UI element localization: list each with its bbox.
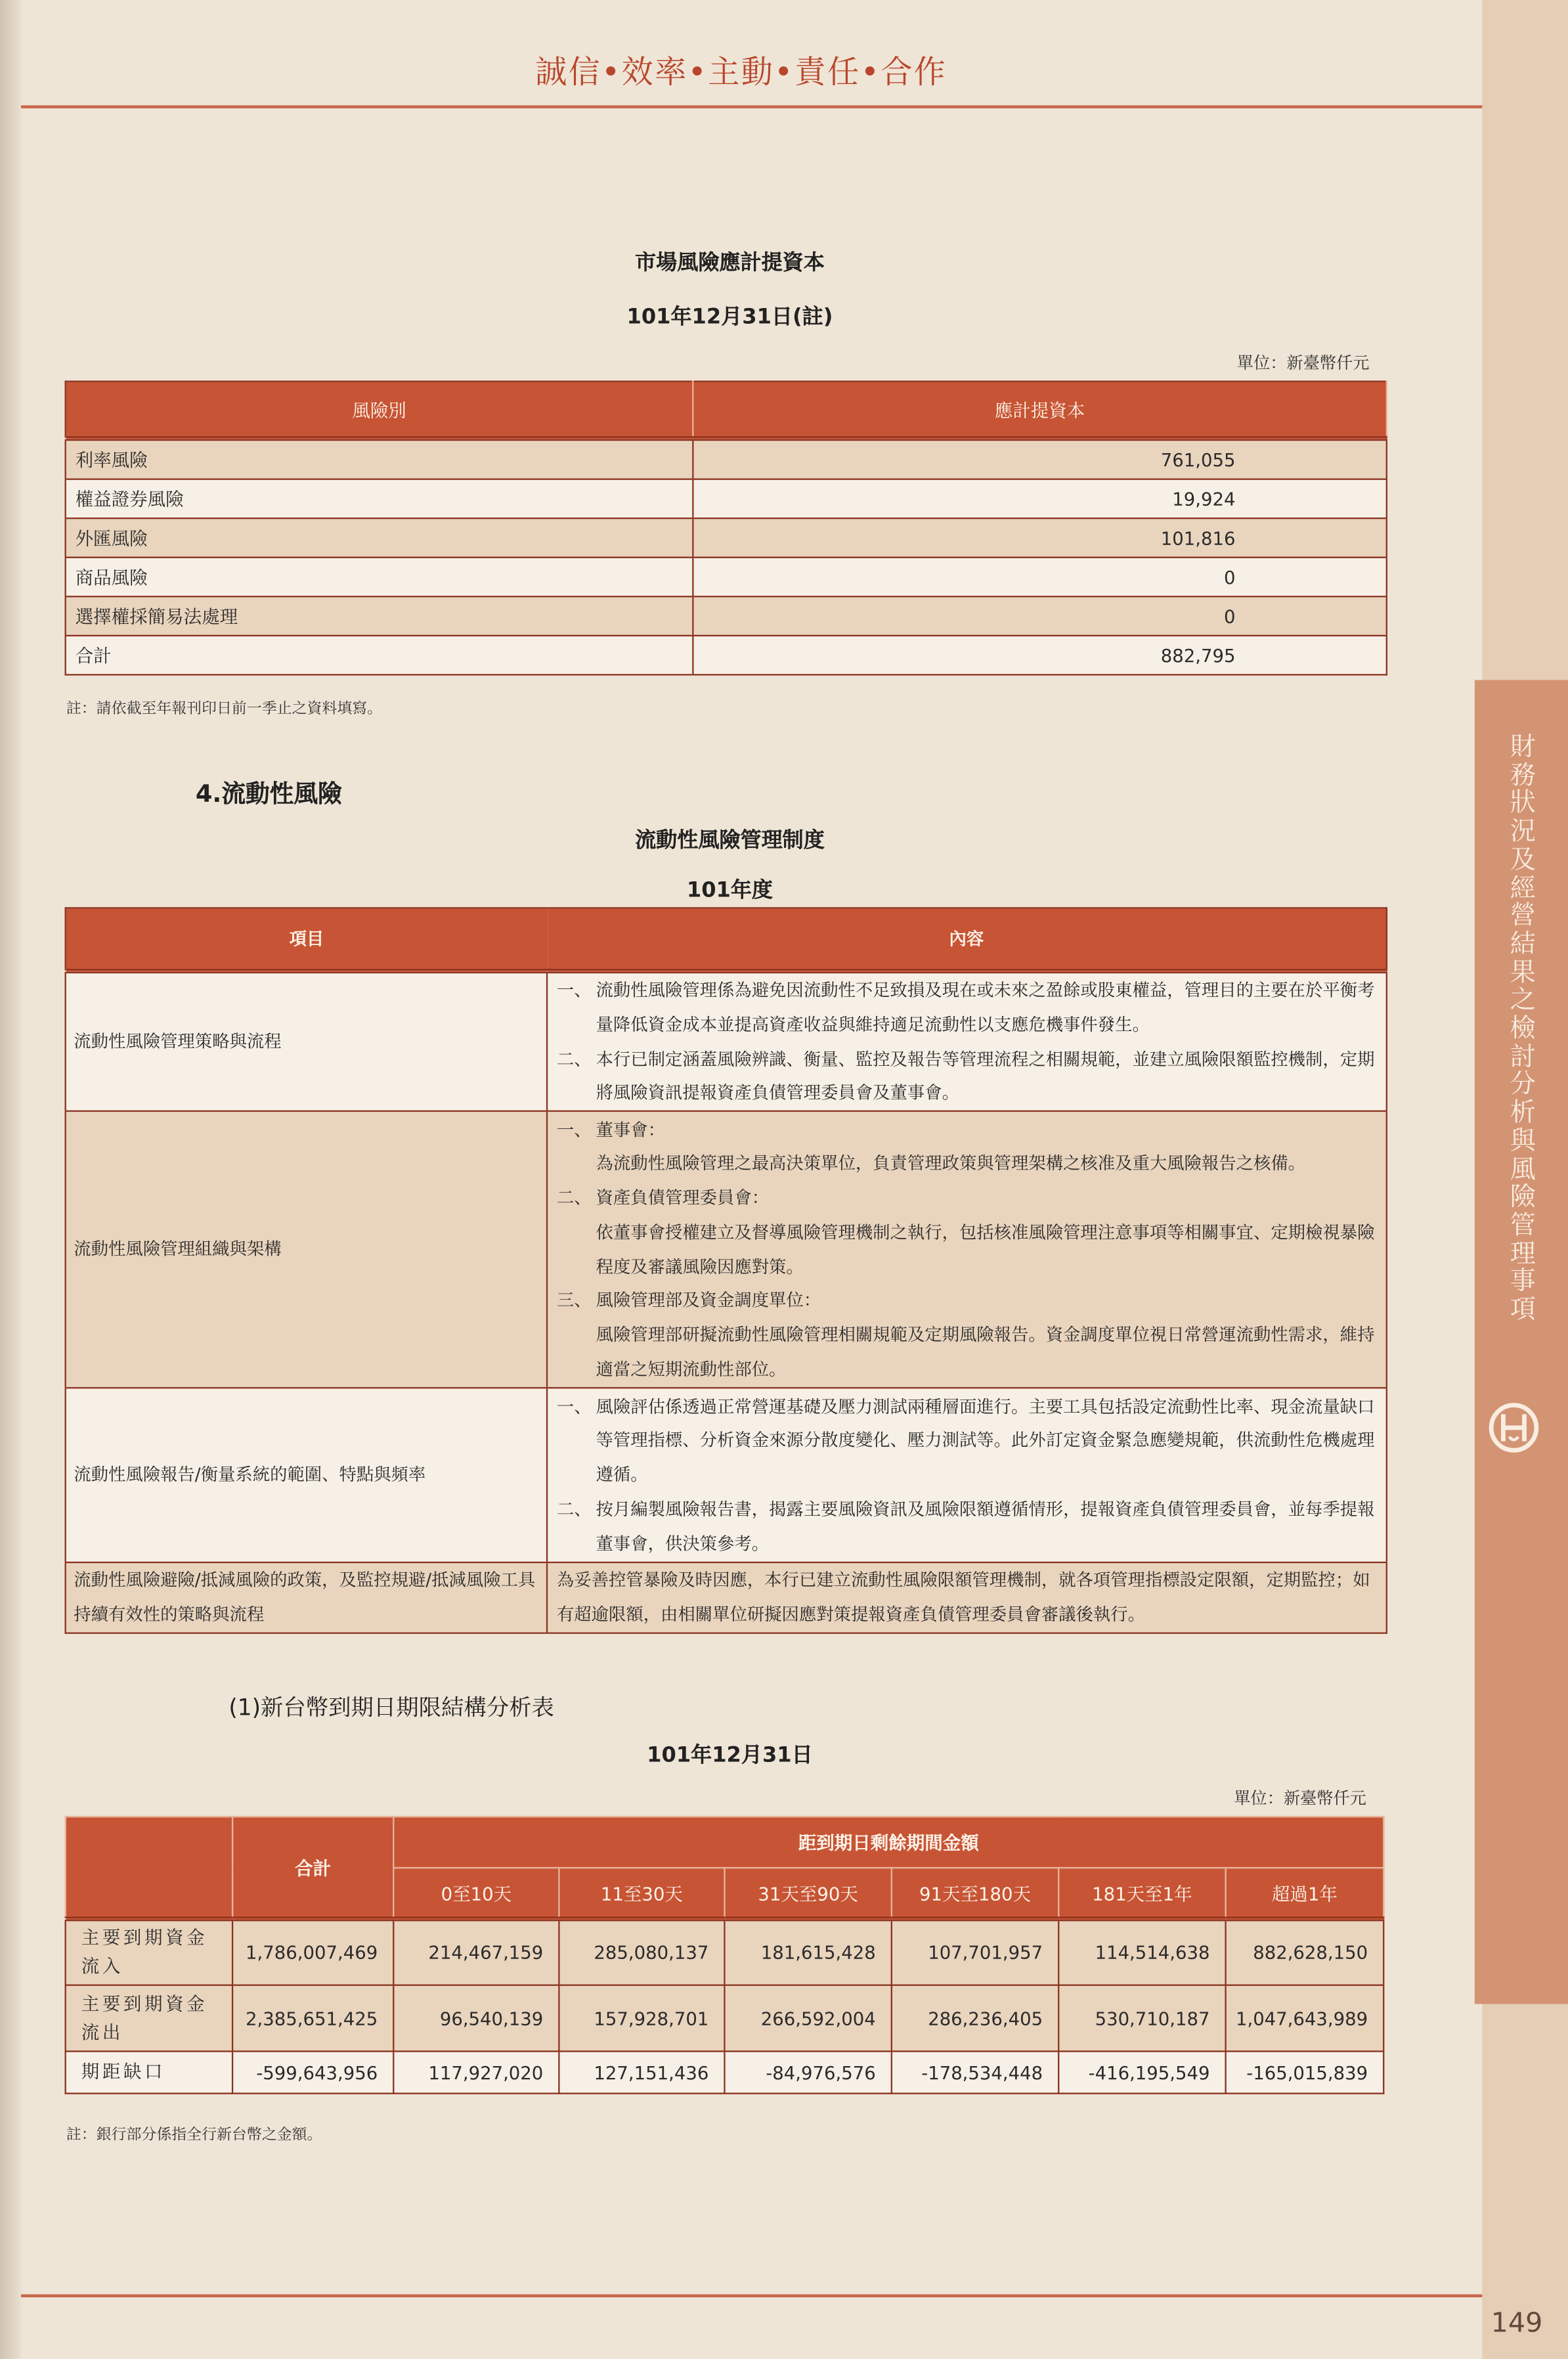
maturity-unit: 單位：新臺幣仟元 <box>1234 1788 1366 1809</box>
row-item: 流動性風險管理策略與流程 <box>66 971 547 1111</box>
row-total: -599,643,956 <box>232 2052 393 2094</box>
cell-value: -84,976,576 <box>724 2052 891 2094</box>
cell-value: 285,080,137 <box>559 1919 724 1985</box>
list-detail: 依董事會授權建立及督導風險管理機制之執行，包括核准風險管理注意事項等相關事宜、定期檢視暴險程度及審議風險因應對策。 <box>596 1221 1375 1277</box>
row-total: 1,786,007,469 <box>232 1919 393 1985</box>
header-bucket: 31天至90天 <box>724 1868 891 1919</box>
row-value: 101,816 <box>693 518 1386 558</box>
cell-value: 286,236,405 <box>892 1985 1058 2052</box>
row-label: 主要到期資金流出 <box>66 1985 232 2052</box>
list-text: 按月編製風險報告書，揭露主要風險資訊及風險限額遵循情形，提報資產負債管理委員會，並每季提報董事會，供決策參考。 <box>596 1498 1375 1554</box>
cell-value: 882,628,150 <box>1226 1919 1384 1985</box>
section-heading: 4.流動性風險 <box>195 779 342 808</box>
list-item <box>557 1181 1380 1215</box>
header-bucket: 超過1年 <box>1226 1868 1384 1919</box>
cell-value: 107,701,957 <box>892 1919 1058 1985</box>
header-bucket: 181天至1年 <box>1058 1868 1225 1919</box>
list-number: 一、 <box>556 979 592 1001</box>
maturity-subtitle: (1)新台幣到期日期限結構分析表 <box>229 1694 554 1721</box>
table-row <box>66 596 1387 636</box>
row-value: 0 <box>693 558 1386 597</box>
header-rule <box>21 105 1482 108</box>
cell-value: 127,151,436 <box>559 2052 724 2094</box>
table-row <box>66 439 1387 479</box>
cell-value: 266,592,004 <box>724 1985 891 2052</box>
cell-value: -178,534,448 <box>892 2052 1058 2094</box>
row-label: 合計 <box>66 636 693 675</box>
cell-value: 96,540,139 <box>393 1985 559 2052</box>
table-row-total <box>66 636 1387 675</box>
header-item: 項目 <box>66 908 547 971</box>
market-risk-title: 市場風險應計提資本 <box>635 251 825 276</box>
chapter-title: 財務狀況及經營結果之檢討分析與風險管理事項 <box>1510 732 1536 1326</box>
row-item: 流動性風險報告/衡量系統的範圍、特點與頻率 <box>66 1388 547 1563</box>
cell-value: 157,928,701 <box>559 1985 724 2052</box>
list-text: 資產負債管理委員會： <box>596 1187 770 1208</box>
list-number: 一、 <box>556 1396 592 1417</box>
list-item <box>557 973 1380 1042</box>
header-bucket: 0至10天 <box>393 1868 559 1919</box>
row-label: 期距缺口 <box>66 2052 232 2094</box>
list-number: 二、 <box>556 1047 592 1069</box>
header-content: 內容 <box>547 908 1387 971</box>
list-detail: 風險管理部研擬流動性風險管理相關規範及定期風險報告。資金調度單位視日常營運流動性需求，維持適當之短期流動性部位。 <box>596 1324 1375 1380</box>
footer-rule <box>21 2294 1482 2297</box>
header-risk-type: 風險別 <box>66 382 693 439</box>
table-row <box>66 1388 1387 1563</box>
header-bucket: 11至30天 <box>559 1868 724 1919</box>
table-row <box>66 1111 1387 1388</box>
cell-value: 214,467,159 <box>393 1919 559 1985</box>
cell-value: -416,195,549 <box>1058 2052 1225 2094</box>
row-value: 19,924 <box>693 479 1386 519</box>
list-item <box>557 1284 1380 1318</box>
row-item: 流動性風險避險/抵減風險的政策，及監控規避/抵減風險工具持續有效性的策略與流程 <box>66 1562 547 1633</box>
list-text: 流動性風險管理係為避免因流動性不足致損及現在或未來之盈餘或股東權益，管理目的主要在於平衡考量降低資金成本並提高資產收益與維持適足流動性以支應危機事件發生。 <box>596 979 1375 1035</box>
list-item <box>557 1113 1380 1147</box>
market-risk-date: 101年12月31日(註) <box>626 305 833 330</box>
header-blank <box>66 1817 232 1919</box>
liquidity-table <box>65 907 1387 1633</box>
row-value: 761,055 <box>693 439 1386 479</box>
list-text: 本行已制定涵蓋風險辨識、衡量、監控及報告等管理流程之相關規範，並建立風險限額監控機制，定期將風險資訊提報資產負債管理委員會及董事會。 <box>596 1047 1375 1104</box>
row-value: 0 <box>693 596 1386 636</box>
header-capital: 應計提資本 <box>693 382 1386 439</box>
liquidity-year: 101年度 <box>686 878 773 903</box>
market-risk-unit: 單位：新臺幣仟元 <box>1236 353 1370 374</box>
list-detail: 為流動性風險管理之最高決策單位，負責管理政策與管理架構之核准及重大風險報告之核備。 <box>596 1153 1306 1174</box>
cell-value: 117,927,020 <box>393 2052 559 2094</box>
header-bucket: 91天至180天 <box>892 1868 1058 1919</box>
list-number: 一、 <box>556 1118 592 1140</box>
row-content <box>547 971 1387 1111</box>
list-text: 風險評估係透過正常營運基礎及壓力測試兩種層面進行。主要工具包括設定流動性比率、現金流量缺口等管理指標、分析資金來源分散度變化、壓力測試等。此外訂定資金緊急應變規範，供流動性危機處理遵循。 <box>596 1396 1375 1486</box>
row-label: 外匯風險 <box>66 518 693 558</box>
page-number: 149 <box>1491 2308 1543 2340</box>
cell-value: 114,514,638 <box>1058 1919 1225 1985</box>
row-label: 商品風險 <box>66 558 693 597</box>
list-number: 三、 <box>556 1290 592 1312</box>
book-spine <box>0 0 21 2359</box>
row-value: 882,795 <box>693 636 1386 675</box>
row-label: 利率風險 <box>66 439 693 479</box>
header-total: 合計 <box>232 1817 393 1919</box>
table-row <box>66 1919 1384 1985</box>
list-item <box>557 1390 1380 1493</box>
table-row <box>66 971 1387 1111</box>
cell-value: 181,615,428 <box>724 1919 891 1985</box>
table-row <box>66 518 1387 558</box>
liquidity-title: 流動性風險管理制度 <box>635 829 825 853</box>
row-total: 2,385,651,425 <box>232 1985 393 2052</box>
cell-value: 530,710,187 <box>1058 1985 1225 2052</box>
list-text: 風險管理部及資金調度單位： <box>596 1290 821 1312</box>
list-number: 二、 <box>556 1187 592 1208</box>
market-risk-note: 註：請依截至年報刊印日前一季止之資料填寫。 <box>66 701 383 718</box>
table-row <box>66 558 1387 597</box>
table-row <box>66 1985 1384 2052</box>
header-group: 距到期日剩餘期間金額 <box>393 1817 1383 1868</box>
row-content <box>547 1388 1387 1563</box>
maturity-note: 註：銀行部分係指全行新台幣之金額。 <box>66 2127 322 2144</box>
cell-value: -165,015,839 <box>1226 2052 1384 2094</box>
row-label: 權益證券風險 <box>66 479 693 519</box>
list-number: 二、 <box>556 1498 592 1520</box>
table-row <box>66 479 1387 519</box>
cell-value: 1,047,643,989 <box>1226 1985 1384 2052</box>
list-item <box>557 1493 1380 1561</box>
row-label: 主要到期資金流入 <box>66 1919 232 1985</box>
maturity-date: 101年12月31日 <box>647 1744 813 1768</box>
row-label: 選擇權採簡易法處理 <box>66 596 693 636</box>
row-content: 為妥善控管暴險及時因應，本行已建立流動性風險限額管理機制，就各項管理指標設定限額，定期監控；如有超逾限額，由相關單位研擬因應對策提報資產負債管理委員會審議後執行。 <box>547 1562 1387 1633</box>
table-row <box>66 2052 1384 2094</box>
bank-logo-icon <box>1487 1401 1541 1455</box>
maturity-table <box>65 1816 1385 2094</box>
table-row <box>66 1562 1387 1633</box>
header-motto: 誠信•效率•主動•責任•合作 <box>535 54 947 91</box>
list-item <box>557 1042 1380 1111</box>
row-content <box>547 1111 1387 1388</box>
row-item: 流動性風險管理組織與架構 <box>66 1111 547 1388</box>
list-text: 董事會： <box>596 1118 665 1140</box>
market-risk-table <box>65 381 1387 676</box>
